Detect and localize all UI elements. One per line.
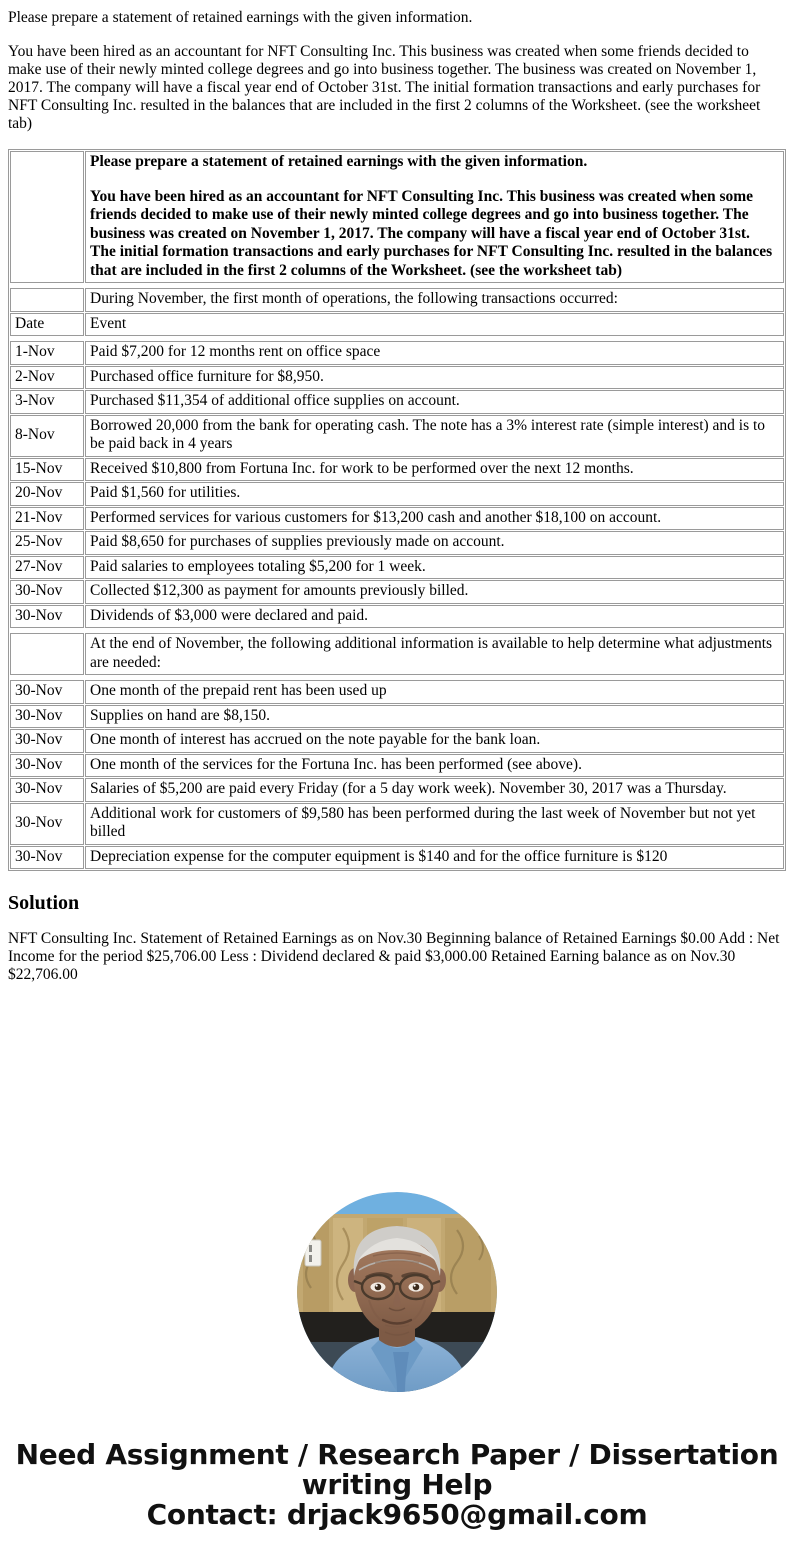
promo-footer: [0, 1440, 794, 1554]
table-row: [10, 482, 784, 506]
spacer-cell-date: [10, 337, 84, 340]
table-row: [10, 390, 784, 414]
header-empty-cell: [10, 151, 84, 283]
spacer-cell-event: [85, 676, 784, 679]
cell-date: 30-Nov: [10, 803, 84, 845]
cell-event: Salaries of $5,200 are paid every Friday (for a 5 day work week). November 30, 2017 was a Thursday.: [85, 778, 784, 802]
cell-date: 15-Nov: [10, 458, 84, 482]
table-row: [10, 605, 784, 629]
cell-date: 30-Nov: [10, 778, 84, 802]
header-line-1: Please prepare a statement of retained earnings with the given information.: [90, 153, 588, 170]
promo-line-3: Contact: drjack9650@gmail.com: [146, 1498, 648, 1531]
table-row: [10, 556, 784, 580]
adjustments-banner-text: At the end of November, the following additional information is available to help determine what adjustments are needed:: [85, 633, 784, 675]
cell-date: 25-Nov: [10, 531, 84, 555]
spacer-cell-date: [10, 676, 84, 679]
cell-event: Depreciation expense for the computer equipment is $140 and for the office furniture is $120: [85, 846, 784, 870]
table-row: [10, 754, 784, 778]
spacer-cell-event: [85, 284, 784, 287]
cell-event: Dividends of $3,000 were declared and paid.: [85, 605, 784, 629]
intro-section: [0, 9, 794, 133]
promo-line-2: writing Help: [301, 1468, 493, 1501]
table-group-spacer: [10, 337, 784, 340]
table-row: [10, 729, 784, 753]
cell-date: 30-Nov: [10, 680, 84, 704]
table-row: [10, 341, 784, 365]
cell-event: Borrowed 20,000 from the bank for operating cash. The note has a 3% interest rate (simple interest) and is to be paid back in 4 years: [85, 415, 784, 457]
column-header-event: Event: [85, 313, 784, 337]
document-page: [0, 9, 794, 1554]
solution-body: NFT Consulting Inc. Statement of Retained Earnings as on Nov.30 Beginning balance of Retained Earnings $0.00 Add : Net Income for the period $25,706.00 Less : Dividend declared & paid $3,000.00 Retained Earning balance as on Nov.30 $22,706.00: [8, 930, 780, 983]
cell-event: Paid $7,200 for 12 months rent on office space: [85, 341, 784, 365]
table-row: [10, 705, 784, 729]
table-row: [10, 803, 784, 845]
table-row-adjustments-banner: [10, 633, 784, 675]
avatar: [297, 1192, 497, 1392]
cell-date: 20-Nov: [10, 482, 84, 506]
table-row-transactions-banner: [10, 288, 784, 312]
table-group-spacer: [10, 676, 784, 679]
cell-event: Paid $8,650 for purchases of supplies previously made on account.: [85, 531, 784, 555]
cell-event: One month of the prepaid rent has been used up: [85, 680, 784, 704]
table-row: [10, 846, 784, 870]
cell-date: 30-Nov: [10, 729, 84, 753]
table-row: [10, 580, 784, 604]
promo-line-1: Need Assignment / Research Paper / Dissertation: [15, 1438, 779, 1471]
portrait-photo-icon: [297, 1192, 497, 1392]
cell-event: Purchased $11,354 of additional office supplies on account.: [85, 390, 784, 414]
table-group-spacer: [10, 284, 784, 287]
table-row: [10, 680, 784, 704]
table-row: [10, 507, 784, 531]
adjustments-banner-empty-cell: [10, 633, 84, 675]
cell-date: 30-Nov: [10, 580, 84, 604]
cell-date: 30-Nov: [10, 605, 84, 629]
cell-event: Paid salaries to employees totaling $5,200 for 1 week.: [85, 556, 784, 580]
cell-date: 2-Nov: [10, 366, 84, 390]
cell-date: 3-Nov: [10, 390, 84, 414]
table-group-spacer: [10, 629, 784, 632]
header-line-2: You have been hired as an accountant for NFT Consulting Inc. This business was created when some friends decided to make use of their newly minted college degrees and go into business together. The business was created on November 1, 2017. The company will have a fiscal year end of October 31st. The initial formation transactions and early purchases for NFT Consulting Inc. resulted in the balances that are included in the first 2 columns of the Worksheet. (see the worksheet tab): [90, 187, 773, 279]
cell-event: Received $10,800 from Fortuna Inc. for work to be performed over the next 12 months.: [85, 458, 784, 482]
intro-paragraph-2: You have been hired as an accountant for NFT Consulting Inc. This business was created when some friends decided to make use of their newly minted college degrees and go into business together. The business was created on November 1, 2017. The company will have a fiscal year end of October 31st. The initial formation transactions and early purchases for NFT Consulting Inc. resulted in the balances that are included in the first 2 columns of the Worksheet. (see the worksheet tab): [8, 43, 761, 132]
cell-date: 30-Nov: [10, 846, 84, 870]
intro-paragraph-1: Please prepare a statement of retained earnings with the given information.: [8, 9, 473, 26]
header-description-cell: [85, 151, 784, 283]
table-row: [10, 531, 784, 555]
spacer-cell-date: [10, 629, 84, 632]
transactions-banner-empty-cell: [10, 288, 84, 312]
photo-block: [0, 1192, 794, 1392]
cell-event: Paid $1,560 for utilities.: [85, 482, 784, 506]
spacer-cell-date: [10, 284, 84, 287]
cell-event: One month of the services for the Fortuna Inc. has been performed (see above).: [85, 754, 784, 778]
cell-event: One month of interest has accrued on the note payable for the bank loan.: [85, 729, 784, 753]
cell-date: 27-Nov: [10, 556, 84, 580]
table-row: [10, 458, 784, 482]
transactions-banner-text: During November, the first month of operations, the following transactions occurred:: [85, 288, 784, 312]
assignment-table: [8, 149, 786, 871]
table-row-column-headers: [10, 313, 784, 337]
cell-date: 21-Nov: [10, 507, 84, 531]
column-header-date: Date: [10, 313, 84, 337]
cell-event: Performed services for various customers for $13,200 cash and another $18,100 on account.: [85, 507, 784, 531]
cell-date: 8-Nov: [10, 415, 84, 457]
spacer-cell-event: [85, 337, 784, 340]
table-row: [10, 415, 784, 457]
cell-event: Purchased office furniture for $8,950.: [85, 366, 784, 390]
table-row-header-block: [10, 151, 784, 283]
solution-heading: Solution: [8, 892, 80, 914]
spacer-cell-event: [85, 629, 784, 632]
assignment-table-wrapper: [0, 149, 794, 871]
cell-date: 30-Nov: [10, 754, 84, 778]
table-row: [10, 778, 784, 802]
cell-event: Additional work for customers of $9,580 has been performed during the last week of November but not yet billed: [85, 803, 784, 845]
cell-event: Supplies on hand are $8,150.: [85, 705, 784, 729]
cell-date: 30-Nov: [10, 705, 84, 729]
cell-date: 1-Nov: [10, 341, 84, 365]
table-row: [10, 366, 784, 390]
cell-event: Collected $12,300 as payment for amounts previously billed.: [85, 580, 784, 604]
